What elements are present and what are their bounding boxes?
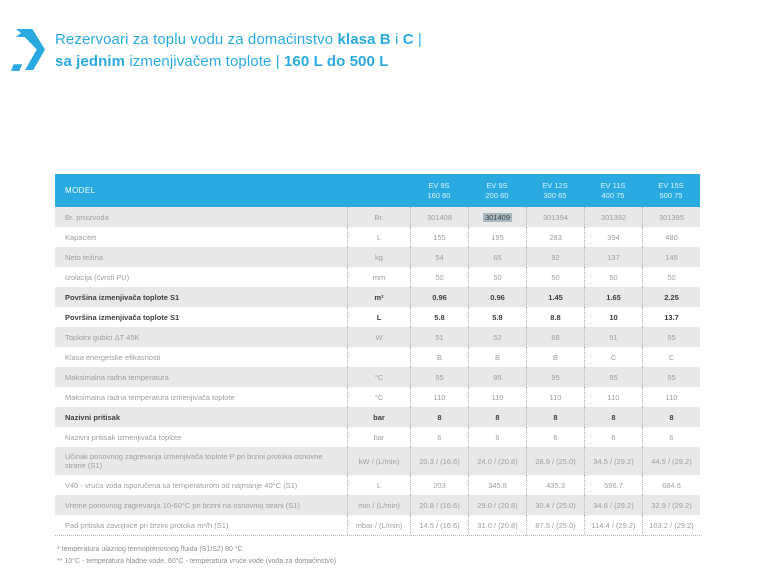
- row-unit: L: [347, 475, 410, 495]
- value-cell: [526, 515, 584, 535]
- value-cell: [642, 447, 700, 475]
- value-cell: [468, 427, 526, 447]
- value-text: 87.5 / (25.0): [535, 520, 576, 530]
- value-cell: [526, 427, 584, 447]
- value-cell: [584, 447, 642, 475]
- row-label: Nazivni pritisak: [65, 412, 121, 422]
- value-text: C: [610, 352, 617, 362]
- value-text: 137: [607, 252, 620, 262]
- value-cell: [642, 287, 700, 307]
- value-text: 95: [609, 372, 618, 382]
- value-text: 145: [665, 252, 678, 262]
- value-text: 20.3 / (16.6): [419, 456, 460, 466]
- row-label: Učinak ponovnog zagrevanja izmenjivača toplote P pri brzini protoka osnovne strane (S1): [65, 452, 323, 470]
- value-cell: [642, 347, 700, 367]
- value-cell: [410, 495, 468, 515]
- value-text: 6: [611, 432, 616, 442]
- value-text: 110: [433, 392, 446, 402]
- value-text: 50: [493, 272, 502, 282]
- value-text: 8: [669, 412, 674, 422]
- value-cell: [584, 495, 642, 515]
- value-cell: [410, 427, 468, 447]
- row-unit: bar: [347, 427, 410, 447]
- value-text: 24.0 / (20.8): [477, 456, 518, 466]
- value-cell: [584, 307, 642, 327]
- value-text: B: [494, 352, 500, 362]
- value-cell: [584, 515, 642, 535]
- row-label: Površina izmenjivača toplote S1: [65, 312, 180, 322]
- value-cell: [526, 227, 584, 247]
- value-text: 10: [609, 312, 618, 322]
- value-text: 29.0 / (20.8): [477, 500, 518, 510]
- model-header-cell: MODEL: [65, 186, 96, 195]
- value-text: 110: [491, 392, 504, 402]
- spec-row: [55, 495, 700, 515]
- title-text-bold: klasa B: [337, 31, 391, 48]
- value-cell: [526, 495, 584, 515]
- spec-row: [55, 475, 700, 495]
- value-text: 1.45: [548, 292, 563, 302]
- value-cell: [642, 515, 700, 535]
- value-text: 155: [433, 232, 446, 242]
- value-text: 110: [607, 392, 620, 402]
- value-cell: [642, 475, 700, 495]
- row-unit: kg: [347, 247, 410, 267]
- value-cell: [468, 267, 526, 287]
- value-cell: [526, 387, 584, 407]
- model-column-header: EV 11S 400 75: [600, 181, 626, 200]
- value-cell: [410, 407, 468, 427]
- value-text: 51: [435, 332, 444, 342]
- row-unit: °C: [347, 367, 410, 387]
- value-cell: [410, 307, 468, 327]
- value-cell: [642, 267, 700, 287]
- row-label: Neto težina: [65, 252, 103, 262]
- page-title: [55, 29, 422, 72]
- value-cell: [410, 447, 468, 475]
- value-cell: [468, 247, 526, 267]
- value-cell: [468, 447, 526, 475]
- value-cell: [584, 407, 642, 427]
- footnote-2: ** 10°C - temperatura hladne vode, 60°C - temperatura vruće vode (voda za domaćinstvo): [57, 558, 337, 565]
- spec-row: [55, 515, 700, 535]
- value-text: 283: [549, 232, 562, 242]
- spec-table: [55, 174, 700, 536]
- value-text: 68: [551, 332, 560, 342]
- value-cell: [410, 387, 468, 407]
- value-text: 0.96: [432, 292, 447, 302]
- value-text: 6: [669, 432, 674, 442]
- value-cell: [468, 367, 526, 387]
- spec-row: [55, 387, 700, 407]
- value-cell: [468, 287, 526, 307]
- value-text: 6: [553, 432, 558, 442]
- value-cell: [410, 287, 468, 307]
- value-text: 6: [495, 432, 500, 442]
- spec-row: [55, 307, 700, 327]
- value-cell: [584, 327, 642, 347]
- row-label: V40 - vruća voda isporučena sa temperaturom od najmanje 40°C (S1): [65, 480, 298, 490]
- value-cell: [468, 387, 526, 407]
- value-text: 8: [553, 412, 558, 422]
- value-cell: [410, 475, 468, 495]
- value-text: 28.9 / (25.0): [535, 456, 576, 466]
- value-cell: [410, 247, 468, 267]
- spec-row: [55, 407, 700, 427]
- row-unit: W: [347, 327, 410, 347]
- row-label: Vreme ponovnog zagrevanja 10-60°C pri brzini na osnovnoj strani (S1): [65, 500, 300, 510]
- row-unit: Br.: [347, 207, 410, 227]
- value-text: 32.9 / (29.2): [651, 500, 692, 510]
- value-text: 65: [493, 252, 502, 262]
- value-cell: [584, 387, 642, 407]
- value-cell: [526, 407, 584, 427]
- value-text: 114.4 / (29.2): [591, 520, 636, 530]
- value-text: 91: [609, 332, 618, 342]
- title-text: izmenjivačem toplote |: [125, 52, 284, 70]
- value-text: 31.0 / (20.8): [477, 520, 518, 530]
- unit-header-cell: [347, 174, 410, 207]
- value-text: 50: [551, 272, 560, 282]
- value-text: 54: [435, 252, 444, 262]
- model-columns: [410, 174, 700, 207]
- value-cell: [468, 347, 526, 367]
- row-unit: °C: [347, 387, 410, 407]
- spec-row: [55, 267, 700, 287]
- value-cell: [526, 267, 584, 287]
- row-label: Površina izmenjivača toplote S1: [65, 292, 180, 302]
- value-cell: [468, 475, 526, 495]
- value-text: 8: [611, 412, 616, 422]
- value-text: 2.25: [664, 292, 679, 302]
- value-text: 103.2 / (29.2): [649, 520, 694, 530]
- value-text: 95: [667, 372, 676, 382]
- value-text: 20.8 / (16.6): [419, 500, 460, 510]
- value-cell: [584, 247, 642, 267]
- value-text: 684.6: [662, 480, 681, 490]
- value-text: 203: [433, 480, 446, 490]
- value-cell: [642, 307, 700, 327]
- value-cell: [410, 207, 468, 227]
- row-unit: mm: [347, 267, 410, 287]
- value-cell: [584, 427, 642, 447]
- value-text: 301394: [542, 212, 569, 222]
- row-label: Pad pritiska zavojnice pri brzini protoka m³/h (S1): [65, 520, 229, 530]
- row-unit: L: [347, 307, 410, 327]
- value-text: 5.8: [434, 312, 445, 322]
- value-text: 8.8: [550, 312, 561, 322]
- value-cell: [468, 327, 526, 347]
- value-cell: [468, 495, 526, 515]
- page-title-line2: [55, 51, 422, 73]
- value-text: B: [552, 352, 558, 362]
- title-text-bold: C: [402, 31, 414, 48]
- value-cell: [468, 227, 526, 247]
- row-label: Maksimalna radna temperatura izmenjivača toplote: [65, 392, 235, 402]
- value-text: 301408: [426, 212, 453, 222]
- value-cell: [410, 515, 468, 535]
- value-cell: [642, 327, 700, 347]
- value-cell: [526, 367, 584, 387]
- table-header-row: [55, 174, 700, 207]
- value-cell: [642, 407, 700, 427]
- value-text: 92: [551, 252, 560, 262]
- row-label: Nazivni pritisak izmenjivača toplote: [65, 432, 182, 442]
- title-text-bold: 160 L do 500 L: [283, 52, 389, 70]
- value-text: 95: [435, 372, 444, 382]
- row-label: Maksimalna radna temperatura: [65, 372, 169, 382]
- value-text: 394: [607, 232, 620, 242]
- value-text: 8: [437, 412, 442, 422]
- value-cell: [410, 327, 468, 347]
- row-unit: m²: [347, 287, 410, 307]
- value-text: 5.8: [492, 312, 503, 322]
- value-cell: [584, 227, 642, 247]
- page-title-line1: [55, 29, 422, 51]
- spec-row: [55, 367, 700, 387]
- value-cell: [410, 347, 468, 367]
- model-column-header: EV 15S 500 75: [658, 181, 684, 200]
- spec-row: [55, 227, 700, 247]
- value-cell: [468, 307, 526, 327]
- value-cell: [584, 367, 642, 387]
- value-text: 480: [665, 232, 678, 242]
- spec-row: [55, 287, 700, 307]
- row-unit: [347, 347, 410, 367]
- value-text: 195: [491, 232, 504, 242]
- value-cell: [526, 247, 584, 267]
- selected-value-cell: [468, 207, 526, 227]
- value-cell: [526, 207, 584, 227]
- value-cell: [526, 447, 584, 475]
- value-cell: [410, 267, 468, 287]
- table-body: [55, 207, 700, 536]
- value-cell: [410, 367, 468, 387]
- row-unit: kW / (L/min): [347, 447, 410, 475]
- row-unit: mbar / (L/min): [347, 515, 410, 535]
- brand-chevron-logo-icon: [8, 27, 45, 72]
- spec-row: [55, 327, 700, 347]
- title-text-bold: sa jednim: [55, 52, 126, 70]
- value-text: 50: [609, 272, 618, 282]
- spec-row: [55, 247, 700, 267]
- spec-row: [55, 427, 700, 447]
- value-text: B: [436, 352, 442, 362]
- row-label: Klasa energetske efikasnosti: [65, 352, 161, 362]
- value-text: 435.3: [546, 480, 565, 490]
- footnote-1: * temperatura ulaznog termoprenosnog fluida (S1/S2) 80 °C: [57, 546, 243, 553]
- row-label: Toplotni gubici ΔT 45K: [65, 332, 140, 342]
- value-text: 596.7: [604, 480, 623, 490]
- value-text: 95: [667, 332, 676, 342]
- spec-row: [55, 207, 700, 227]
- value-text: 34.5 / (29.2): [593, 456, 634, 466]
- value-text: 110: [549, 392, 562, 402]
- value-text: 14.5 / (16.6): [419, 520, 460, 530]
- value-text: C: [668, 352, 675, 362]
- value-text: 301392: [600, 212, 627, 222]
- model-column-header: EV 9S 200 60: [485, 181, 509, 200]
- value-cell: [642, 387, 700, 407]
- row-label: Kapacitet: [65, 232, 97, 242]
- value-text: 95: [493, 372, 502, 382]
- value-text: 345.8: [488, 480, 507, 490]
- value-cell: [410, 227, 468, 247]
- value-cell: [526, 307, 584, 327]
- value-text: 44.5 / (29.2): [651, 456, 692, 466]
- value-cell: [584, 287, 642, 307]
- row-unit: bar: [347, 407, 410, 427]
- model-column-header: EV 9S 160 60: [427, 181, 451, 200]
- value-cell: [584, 475, 642, 495]
- value-cell: [642, 495, 700, 515]
- model-column-header: EV 12S 300 65: [542, 181, 568, 200]
- value-text: 95: [551, 372, 560, 382]
- spec-row: [55, 347, 700, 367]
- footnotes: [57, 544, 336, 568]
- value-text: 0.96: [490, 292, 505, 302]
- row-label: Br. proizvoda: [65, 212, 109, 222]
- value-cell: [642, 367, 700, 387]
- row-unit: L: [347, 227, 410, 247]
- value-cell: [526, 347, 584, 367]
- value-text: 301395: [658, 212, 685, 222]
- value-text: 34.6 / (29.2): [593, 500, 634, 510]
- value-text: 50: [435, 272, 444, 282]
- value-text: 8: [495, 412, 500, 422]
- value-cell: [526, 327, 584, 347]
- spec-row: [55, 447, 700, 475]
- value-cell: [642, 227, 700, 247]
- value-text: 50: [667, 272, 676, 282]
- value-cell: [642, 207, 700, 227]
- value-text: 110: [665, 392, 678, 402]
- value-text: 301409: [484, 212, 511, 222]
- row-unit: min / (L/min): [347, 495, 410, 515]
- value-cell: [468, 515, 526, 535]
- value-text: 1.65: [606, 292, 621, 302]
- value-text: 6: [437, 432, 442, 442]
- title-text: i: [390, 31, 403, 48]
- value-cell: [584, 207, 642, 227]
- value-cell: [468, 407, 526, 427]
- title-text: Rezervoari za toplu vodu za domaćinstvo: [55, 31, 338, 48]
- value-cell: [642, 427, 700, 447]
- value-text: 52: [493, 332, 502, 342]
- value-cell: [584, 267, 642, 287]
- value-cell: [642, 247, 700, 267]
- value-cell: [526, 475, 584, 495]
- value-text: 30.4 / (25.0): [535, 500, 576, 510]
- value-cell: [526, 287, 584, 307]
- value-cell: [584, 347, 642, 367]
- value-text: 13.7: [664, 312, 679, 322]
- title-text: |: [413, 31, 422, 48]
- row-label: Izolacija (čvrsti PU): [65, 272, 130, 282]
